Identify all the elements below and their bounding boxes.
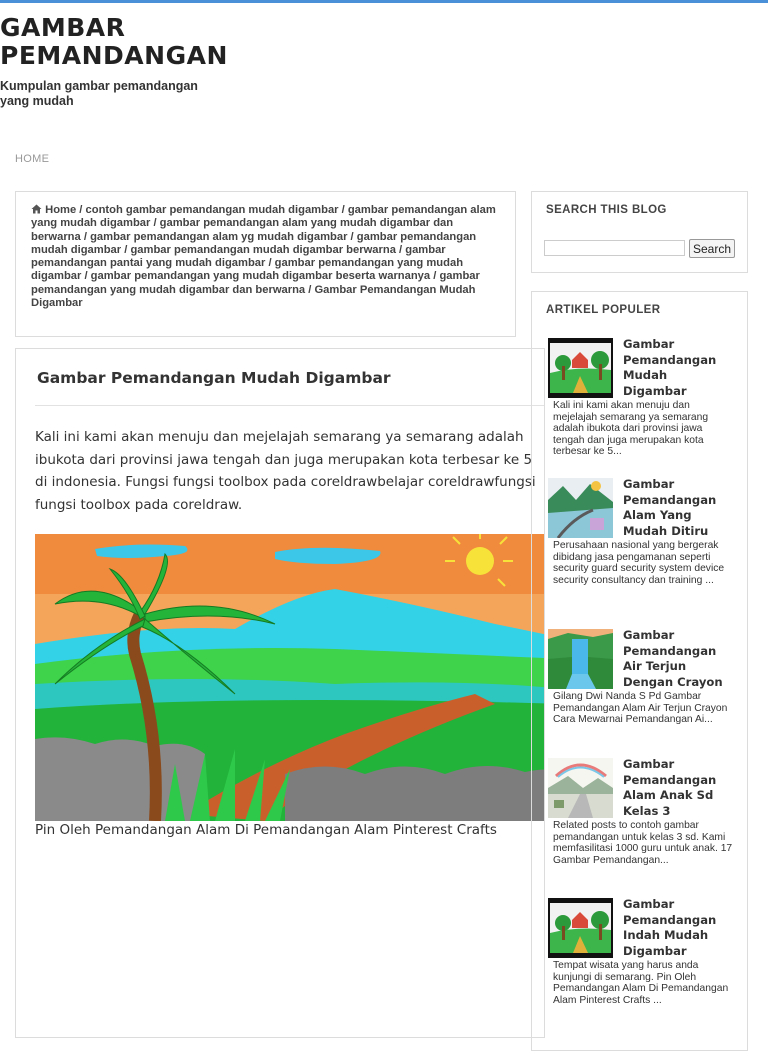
breadcrumb [31,204,501,310]
popular-item-title[interactable]: Gambar Pemandangan Alam Anak Sd Kelas 3 [623,757,717,818]
post-container [15,348,545,1038]
post-landscape-image[interactable] [35,534,545,821]
breadcrumb-box [15,191,516,337]
search-widget-title: SEARCH THIS BLOG [546,204,667,216]
post-title: Gambar Pemandangan Mudah Digambar [37,369,391,387]
search-widget [531,191,748,273]
post-body-line: fungsi toolbox pada coreldraw. [35,497,243,514]
top-accent-bar [0,0,768,3]
nav-home-link[interactable]: HOME [15,153,50,165]
breadcrumb-trail[interactable]: / contoh gambar pemandangan mudah digambar / gambar pemandangan alam yang mudah digambar / gambar pemandangan alam yang mudah digambar dan berwarna / gambar pemandangan alam yg mudah digambar / gambar pemandangan mudah digambar / gambar pemandangan mudah digambar berwarna / gambar pemandangan pantai yang mudah digambar / gambar pemandangan yang mudah digambar / gambar pemandangan yang mudah digambar beserta warnanya / gambar pemandangan yang mudah digambar dan berwarna / Gambar Pemandangan Mudah Digambar [31,204,496,310]
popular-item-snippet: Kali ini kami akan menuju dan mejelajah semarang ya semarang adalah ibukota dari provinsi jawa tengah dan juga merupakan kota terbesar ke 5... [553,400,709,458]
popular-item-snippet: Related posts to contoh gambar pemandangan untuk kelas 3 sd. Kami memfasilitasi 1000 guru untuk anak. 17 Gambar Pemandangan... [553,820,733,866]
image-caption: Pin Oleh Pemandangan Alam Di Pemandangan Alam Pinterest Crafts [35,822,497,838]
popular-item-snippet: Perusahaan nasional yang bergerak dibidang jasa pengamanan seperti security guard security system device security consultancy dan training ... [553,540,725,586]
popular-item-title[interactable]: Gambar Pemandangan Indah Mudah Digambar [623,897,717,958]
popular-posts-widget [531,291,748,1051]
popular-item-title[interactable]: Gambar Pemandangan Mudah Digambar [623,337,717,398]
home-icon[interactable] [31,204,42,216]
post-body-line: di indonesia. Fungsi fungsi toolbox pada coreldrawbelajar coreldrawfungsi [35,474,536,491]
post-title-divider [35,405,545,406]
popular-item-snippet: Gilang Dwi Nanda S Pd Gambar Pemandangan Alam Air Terjun Crayon Cara Mewarnai Pemandangan Ai... [553,691,728,726]
popular-thumbnail[interactable] [548,898,613,958]
popular-item-snippet: Tempat wisata yang harus anda kunjungi di semarang. Pin Oleh Pemandangan Alam Di Pemandangan Alam Pinterest Crafts ... [553,960,729,1006]
popular-widget-title: ARTIKEL POPULER [546,304,661,316]
post-body-line: ibukota dari provinsi jawa tengah dan juga merupakan kota terbesar ke 5 [35,451,533,468]
post-body [35,426,545,517]
site-description: Kumpulan gambar pemandangan yang mudah [0,79,198,108]
popular-thumbnail[interactable] [548,758,613,818]
popular-thumbnail[interactable] [548,478,613,538]
post-body-line: Kali ini kami akan menuju dan mejelajah semarang ya semarang adalah [35,429,524,445]
search-button[interactable]: Search [689,239,735,258]
popular-item-title[interactable]: Gambar Pemandangan Air Terjun Dengan Crayon [623,628,723,689]
site-title[interactable]: GAMBAR PEMANDANGAN [0,13,228,70]
popular-thumbnail[interactable] [548,338,613,398]
breadcrumb-home-link[interactable]: Home [45,204,77,216]
popular-thumbnail[interactable] [548,629,613,689]
search-input[interactable] [544,240,685,256]
popular-item-title[interactable]: Gambar Pemandangan Alam Yang Mudah Ditiru [623,477,717,538]
